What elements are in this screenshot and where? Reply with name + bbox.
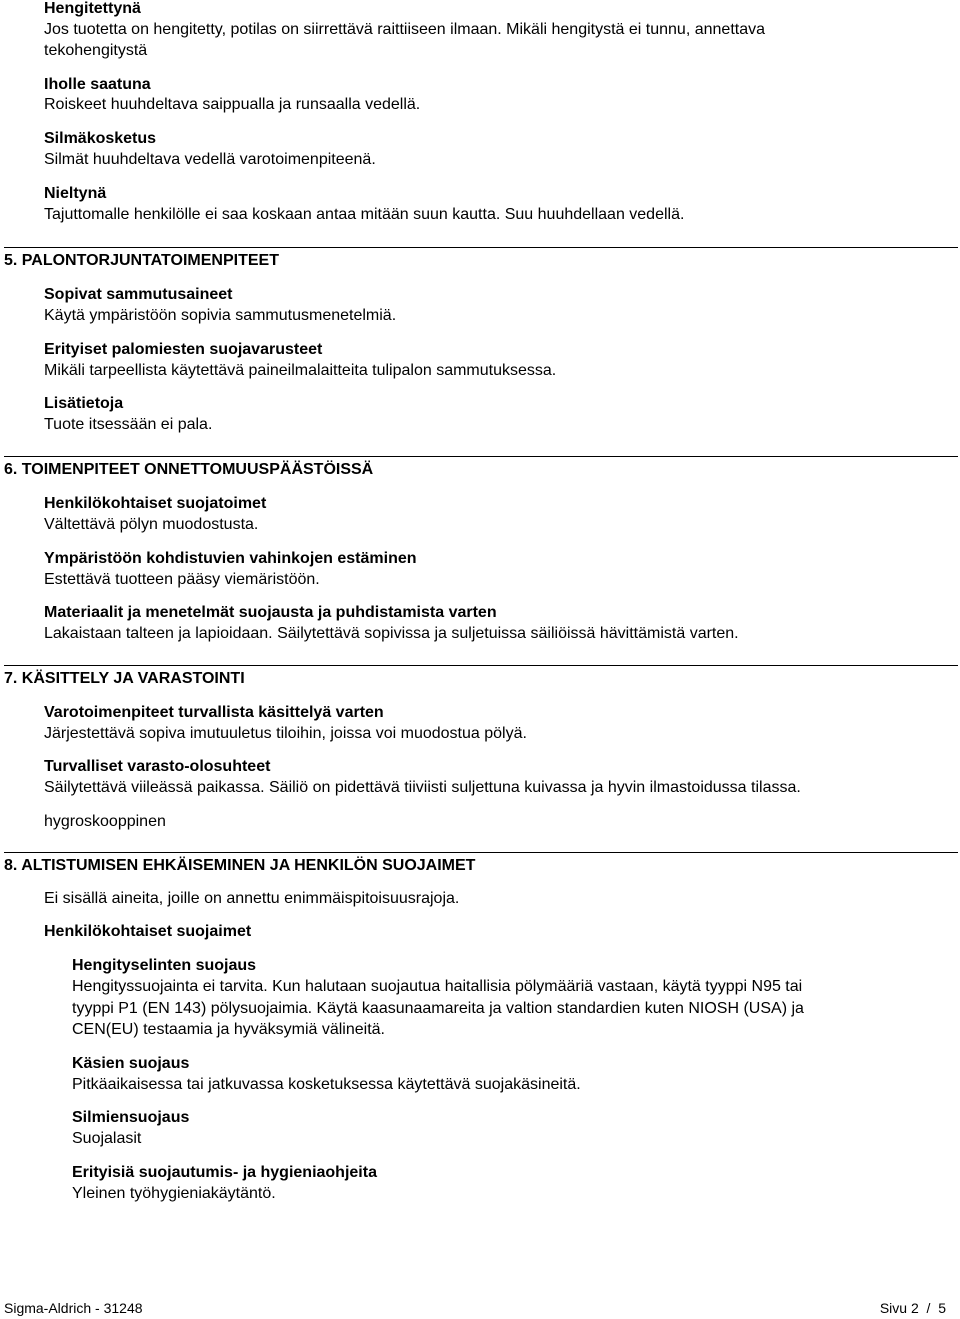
exposure-limits-text: Ei sisällä aineita, joille on annettu enimmäispitoisuusrajoja. <box>44 890 460 907</box>
hand-protection-text: Pitkäaikaisessa tai jatkuvassa kosketuksessa käytettävä suojakäsineitä. <box>72 1076 581 1093</box>
cleanup-methods-text: Lakaistaan talteen ja lapioidaan. Säilytettävä sopivissa ja suljetuissa säiliöissä hävittämistä varten. <box>44 625 739 642</box>
swallowed-text: Tajuttomalle henkilölle ei saa koskaan antaa mitään suun kautta. Suu huuhdellaan vedellä. <box>44 206 685 223</box>
hygiene-measures-text: Yleinen työhygieniakäytäntö. <box>72 1185 276 1202</box>
ppe-heading: Henkilökohtaiset suojaimet <box>44 923 252 940</box>
inhaled-text-line-1: Jos tuotetta on hengitetty, potilas on siirrettävä raittiiseen ilmaan. Mikäli hengitystä ei tunnu, annettava <box>44 21 765 38</box>
environmental-precautions-heading: Ympäristöön kohdistuvien vahinkojen estäminen <box>44 550 417 567</box>
section-5-rule <box>4 247 958 248</box>
inhaled-text-line-2: tekohengitystä <box>44 42 148 59</box>
eye-contact-heading: Silmäkosketus <box>44 130 157 147</box>
hygiene-measures-heading: Erityisiä suojautumis- ja hygieniaohjeita <box>72 1164 377 1181</box>
hand-protection-heading: Käsien suojaus <box>72 1055 190 1072</box>
footer-page-number: Sivu 2 / 5 <box>879 1300 946 1316</box>
section-7-rule <box>4 665 958 666</box>
extinguishing-media-text: Käytä ympäristöön sopivia sammutusmenetelmiä. <box>44 307 397 324</box>
section-8-rule <box>4 852 958 853</box>
section-7-title: 7. KÄSITTELY JA VARASTOINTI <box>4 670 245 687</box>
firefighter-equipment-heading: Erityiset palomiesten suojavarusteet <box>44 341 323 358</box>
extinguishing-media-heading: Sopivat sammutusaineet <box>44 286 233 303</box>
section-5-title: 5. PALONTORJUNTATOIMENPITEET <box>4 252 279 269</box>
eye-contact-text: Silmät huuhdeltava vedellä varotoimenpiteenä. <box>44 151 376 168</box>
safe-handling-heading: Varotoimenpiteet turvallista käsittelyä varten <box>44 704 384 721</box>
environmental-precautions-text: Estettävä tuotteen pääsy viemäristöön. <box>44 571 320 588</box>
inhaled-heading: Hengitettynä <box>44 0 141 17</box>
storage-conditions-heading: Turvalliset varasto-olosuhteet <box>44 758 271 775</box>
fire-info-text: Tuote itsessään ei pala. <box>44 416 213 433</box>
personal-precautions-text: Vältettävä pölyn muodostusta. <box>44 516 259 533</box>
section-8-title: 8. ALTISTUMISEN EHKÄISEMINEN JA HENKILÖN SUOJAIMET <box>4 857 476 874</box>
storage-conditions-text: Säilytettävä viileässä paikassa. Säiliö on pidettävä tiiviisti suljettuna kuivassa ja hyvin ilmastoidussa tilassa. <box>44 779 801 796</box>
respiratory-protection-text-line-1: Hengityssuojainta ei tarvita. Kun halutaan suojautua haitallisia pölymääriä vastaan, käytä tyyppi N95 tai <box>72 978 803 995</box>
firefighter-equipment-text: Mikäli tarpeellista käytettävä paineilmalaitteita tulipalon sammutuksessa. <box>44 362 557 379</box>
section-6-rule <box>4 456 958 457</box>
storage-note: hygroskooppinen <box>44 813 166 830</box>
personal-precautions-heading: Henkilökohtaiset suojatoimet <box>44 495 267 512</box>
footer-document-id: Sigma-Aldrich - 31248 <box>4 1300 143 1316</box>
cleanup-methods-heading: Materiaalit ja menetelmät suojausta ja puhdistamista varten <box>44 604 497 621</box>
eye-protection-text: Suojalasit <box>72 1130 142 1147</box>
respiratory-protection-text-line-3: CEN(EU) testaamia ja hyväksymiä välineitä. <box>72 1021 385 1038</box>
swallowed-heading: Nieltynä <box>44 185 107 202</box>
safe-handling-text: Järjestettävä sopiva imutuuletus tiloihin, joissa voi muodostua pölyä. <box>44 725 527 742</box>
respiratory-protection-heading: Hengityselinten suojaus <box>72 957 257 974</box>
section-6-title: 6. TOIMENPITEET ONNETTOMUUSPÄÄSTÖISSÄ <box>4 461 374 478</box>
skin-heading: Iholle saatuna <box>44 76 151 93</box>
respiratory-protection-text-line-2: tyyppi P1 (EN 143) pölysuojaimia. Käytä kaasunaamareita ja valtion standardien kuten NIOSH (USA) ja <box>72 1000 804 1017</box>
skin-text: Roiskeet huuhdeltava saippualla ja runsaalla vedellä. <box>44 96 421 113</box>
fire-info-heading: Lisätietoja <box>44 395 124 412</box>
eye-protection-heading: Silmiensuojaus <box>72 1109 190 1126</box>
